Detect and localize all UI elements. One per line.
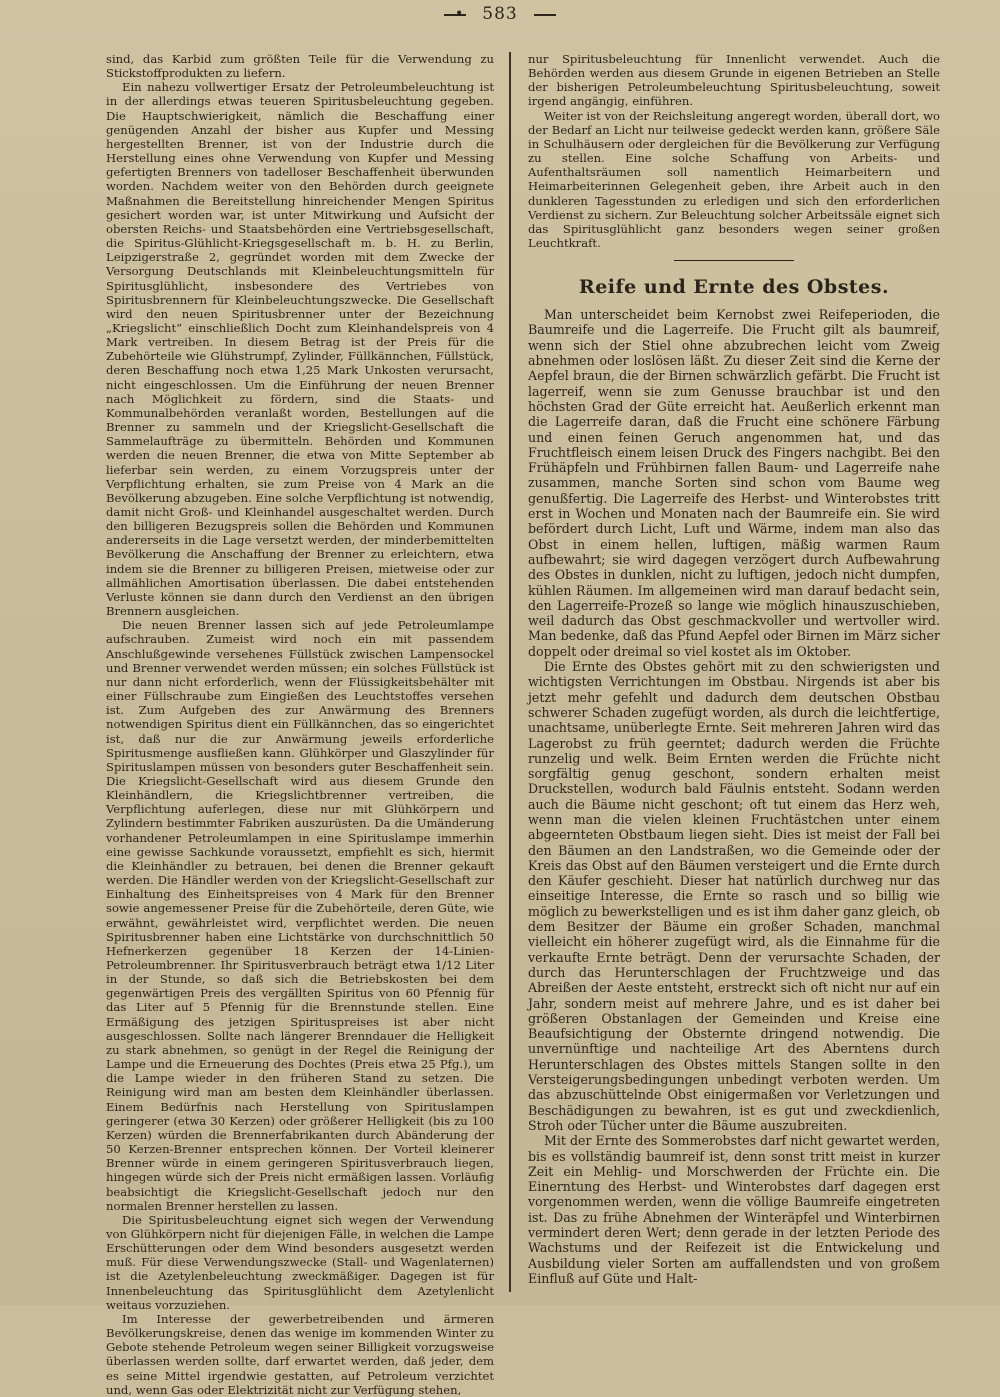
article-paragraph-3: Mit der Ernte des Sommerobstes darf nicht gewartet werden, bis es vollständig baumreif ist, denn sonst tritt meist in kurzer Zeit ein Mehlig- und Morschwerden der Früchte ein. Die Einerntung des Herbst- und Winterobstes darf dagegen erst vorgenommen werden, wenn die völlige Baumreife eingetreten ist. Das zu frühe Abnehmen der Winteräpfel und Winterbirnen vermindert deren Wert; denn gerade in der letzten Periode des Wachstums und der Reifezeit ist die Entwickelung und Ausbildung vieler Sorten am auffallendsten und von großem Einfluß auf Güte und Halt- [528,1133,940,1286]
page-header [0,4,1000,34]
left-paragraph-1: sind, das Karbid zum größten Teile für die Verwendung zu Stickstoffprodukten zu liefern. [106,52,494,81]
left-paragraph-5: Im Interesse der gewerbetreibenden und ärmeren Bevölkerungskreise, denen das wenige im kommenden Winter zu Gebote stehende Petroleum wegen seiner Billigkeit vorzugsweise überlassen werden sollte, darf erwartet werden, daß jeder, dem es seine Mittel irgendwie gestatten, auf Petroleum verzichtet und, wenn Gas oder Elektrizität nicht zur Verfügung stehen, [106,1311,494,1397]
article-title: Reife und Ernte des Obstes. [578,276,890,299]
column-rule [509,52,511,1292]
right-intro-paragraph-1: nur Spiritusbeleuchtung für Innenlicht verwendet. Auch die Behörden werden aus diesem Grunde in eigenen Betrieben an Stelle der bisherigen Petroleumbeleuchtung Spiritusbeleuchtung, soweit irgend angängig, einführen. [528,52,940,109]
page-number: 583 [482,4,518,24]
left-column [106,52,494,1397]
article-paragraph-2: Die Ernte des Obstes gehört mit zu den schwierigsten und wichtigsten Verrichtungen im Obstbau. Nirgends ist aber bis jetzt mehr gefehlt und dadurch dem deutschen Obstbau schwerer Schaden zugefügt worden, als durch die leichtfertige, unachtsame, unüberlegte Ernte. Seit mehreren Jahren wird das Lagerobst zu früh geerntet; dadurch werden die Früchte runzelig und welk. Beim Ernten werden die Früchte nicht sorgfältig genug geschont, sondern erhalten meist Druckstellen, wodurch bald Fäulnis entsteht. Sodann werden auch die Bäume nicht geschont; oft tut einem das Herz weh, wenn man die vielen kleinen Fruchtästchen unter einem abgeernteten Obstbaum liegen sieht. Dies ist meist der Fall bei den Bäumen an den Landstraßen, wo die Gemeinde oder der Kreis das Obst auf den Bäumen versteigert und die Ernte durch den Käufer geschieht. Dieser hat natürlich durchweg nur das einseitige Interesse, die Ernte so rasch und so billig wie möglich zu bewerkstelligen und es ist ihm daher ganz gleich, ob dem Besitzer der Bäume ein großer Schaden, manchmal vielleicht ein höherer zugefügt wird, als die Einnahme für die verkaufte Ernte beträgt. Denn der verursachte Schaden, der durch das Herunterschlagen der Fruchtzweige und das Abreißen der Aeste entsteht, erstreckt sich oft nicht nur auf ein Jahr, sondern meist auf mehrere Jahre, und es ist daher bei größeren Obstanlagen der Gemeinden und Kreise eine Beaufsichtigung der Obsternte dringend notwendig. Die unvernünftige und nachteilige Art des Aberntens durch Herunterschlagen des Obstes mittels Stangen sollte in den Versteigerungsbedingungen unbedingt verboten werden. Um das abzuschüttelnde Obst einigermaßen vor Verletzungen und Beschädigungen zu bewahren, ist es gut und zweckdienlich, Stroh oder Tücher unter die Bäume auszubreiten. [528,659,940,1133]
article-separator [674,260,794,261]
article-body [528,307,940,1286]
header-dot: • [455,6,465,22]
header-dash-right [534,14,556,16]
article-paragraph-1: Man unterscheidet beim Kernobst zwei Reifeperioden, die Baumreife und die Lagerreife. Die Frucht gilt als baumreif, wenn sich der Stiel ohne abzubrechen leicht vom Zweig abnehmen oder loslösen läßt. Zu dieser Zeit sind die Kerne der Aepfel braun, die der Birnen schwärzlich gefärbt. Die Frucht ist lagerreif, wenn sie zum Genusse brauchbar ist und den höchsten Grad der Güte erreicht hat. Aeußerlich erkennt man die Lagerreife daran, daß die Frucht eine schönere Färbung und einen feinen Geruch angenommen hat, und das Fruchtfleisch einem leisen Druck des Fingers nachgibt. Bei den Frühäpfeln und Frühbirnen fallen Baum- und Lagerreife nahe zusammen, manche Sorten sind schon vom Baume weg genußfertig. Die Lagerreife des Herbst- und Winterobstes tritt erst in Wochen und Monaten nach der Baumreife ein. Sie wird befördert durch Licht, Luft und Wärme, indem man also das Obst in einem hellen, luftigen, mäßig warmen Raum aufbewahrt; sie wird dagegen verzögert durch Aufbewahrung des Obstes in dunklen, nicht zu luftigen, jedoch nicht dumpfen, kühlen Räumen. Im allgemeinen wird man darauf bedacht sein, den Lagerreife-Prozeß so lange wie möglich hinauszuschieben, weil dadurch das Obst geschmackvoller und wertvoller wird. Man bedenke, daß das Pfund Aepfel oder Birnen im März sicher doppelt oder dreimal so viel kostet als im Oktober. [528,307,940,659]
left-paragraph-3: Die neuen Brenner lassen sich auf jede Petroleumlampe aufschrauben. Zumeist wird noch ein mit passendem Anschlußgewinde versehenes Füllstück zwischen Lampensockel und Brenner verwendet werden müssen; ein solches Füllstück ist nur dann nicht erforderlich, wenn der Flüssigkeitsbehälter mit einer Füllschraube zum Eingießen des Leuchtstoffes versehen ist. Zum Aufgeben des zur Anwärmung des Brenners notwendigen Spiritus dient ein Füllkännchen, das so eingerichtet ist, daß nur die zur Anwärmung jeweils erforderliche Spiritusmenge ausfließen kann. Glühkörper und Glaszylinder für Spirituslampen müssen von besonders guter Beschaffenheit sein. Die Kriegslicht-Gesellschaft wird aus diesem Grunde den Kleinhändlern, die Kriegslichtbrenner vertreiben, die Verpflichtung auferlegen, diese nur mit Glühkörpern und Zylindern bestimmter Fabriken auszurüsten. Da die Umänderung vorhandener Petroleumlampen in eine Spirituslampe immerhin eine gewisse Sachkunde voraussetzt, empfiehlt es sich, hiermit die Kleinhändler zu betrauen, bei denen die Brenner gekauft werden. Die Händler werden von der Kriegslicht-Gesellschaft zur Einhaltung des Einheitspreises von 4 Mark für den Brenner sowie angemessener Preise für die Zubehörteile, deren Güte, wie erwähnt, gewährleistet wird, verpflichtet werden. Die neuen Spiritusbrenner haben eine Lichtstärke von durchschnittlich 50 Hefnerkerzen gegenüber 18 Kerzen der 14-Linien-Petroleumbrenner. Ihr Spiritusverbrauch beträgt etwa 1/12 Liter in der Stunde, so daß sich die Betriebskosten bei dem gegenwärtigen Preis des vergällten Spiritus von 60 Pfennig für das Liter auf 5 Pfennig für die Brennstunde stellen. Eine Ermäßigung des jetzigen Spirituspreises ist aber nicht ausgeschlossen. Sollte nach längerer Brenndauer die Helligkeit zu stark abnehmen, so genügt in der Regel die Reinigung der Lampe und die Erneuerung des Dochtes (Preis etwa 25 Pfg.), um die Lampe wieder in den früheren Stand zu setzen. Die Reinigung wird man am besten dem Kleinhändler überlassen. Einem Bedürfnis nach Herstellung von Spirituslampen geringerer (etwa 30 Kerzen) oder größerer Helligkeit (bis zu 100 Kerzen) würden die Brennerfabrikanten durch Abänderung der 50 Kerzen-Brenner entsprechen können. Der Vorteil kleinerer Brenner würde in einem geringeren Spiritusverbrauch liegen, hingegen würde sich der Preis nicht ermäßigen lassen. Vorläufig beabsichtigt die Kriegslicht-Gesellschaft jedoch nur den normalen Brenner herstellen zu lassen. [106,618,494,1213]
right-intro-paragraph-2: Weiter ist von der Reichsleitung angeregt worden, überall dort, wo der Bedarf an Licht nur teilweise gedeckt werden kann, größere Säle in Schulhäusern oder dergleichen für die Bevölkerung zur Verfügung zu stellen. Eine solche Schaffung von Arbeits- und Aufenthaltsräumen soll namentlich Heimarbeitern und Heimarbeiterinnen Gelegenheit geben, ihre Arbeit auch in den dunkleren Tagesstunden zu erledigen und sich den erforderlichen Verdienst zu sichern. Zur Beleuchtung solcher Arbeitssäle eignet sich das Spiritusglühlicht ganz besonders wegen seiner großen Leuchtkraft. [528,108,940,251]
right-column [528,52,940,1292]
left-paragraph-2: Ein nahezu vollwertiger Ersatz der Petroleumbeleuchtung ist in der allerdings etwas teueren Spiritusbeleuchtung gegeben. Die Hauptschwierigkeit, nämlich die Beschaffung einer genügenden Anzahl der bisher aus Kupfer und Messing hergestellten Brenner, ist von der Industrie durch die Herstellung eines ohne Verwendung von Kupfer und Messing gefertigten Brenners von tadelloser Beschaffenheit überwunden worden. Nachdem weiter von den Behörden durch geeignete Maßnahmen die Bereitstellung hinreichender Mengen Spiritus gesichert worden war, ist unter Mitwirkung und Aufsicht der obersten Reichs- und Staatsbehörden eine Vertriebsgesellschaft, die Spiritus-Glühlicht-Kriegsgesellschaft m. b. H. zu Berlin, Leipzigerstraße 2, gegründet worden mit dem Zwecke der Versorgung Deutschlands mit Kleinbeleuchtungsmitteln für Spiritusglühlicht, insbesondere des Vertriebes von Spiritusbrennern für Kleinbeleuchtungszwecke. Die Gesellschaft wird den neuen Spiritusbrenner unter der Bezeichnung „Kriegslicht“ einschließlich Docht zum Kleinhandelspreis von 4 Mark vertreiben. In diesem Betrag ist der Preis für die Zubehörteile wie Glühstrumpf, Zylinder, Füllkännchen, Füllstück, deren Beschaffung noch etwa 1,25 Mark Unkosten verursacht, nicht eingeschlossen. Um die Einführung der neuen Brenner nach Möglichkeit zu fördern, sind die Staats- und Kommunalbehörden veranlaßt worden, Bestellungen auf die Brenner zu sammeln und der Kriegslicht-Gesellschaft die Sammelaufträge zu übermitteln. Behörden und Kommunen werden die neuen Brenner, die etwa von Mitte September ab lieferbar sein werden, zu einem Vorzugspreis unter der Verpflichtung erhalten, sie zum Preise von 4 Mark an die Bevölkerung abzugeben. Eine solche Verpflichtung ist notwendig, damit nicht Groß- und Kleinhandel ausgeschaltet werden. Durch den billigeren Bezugspreis sollen die Behörden und Kommunen andererseits in die Lage versetzt werden, der minderbemittelten Bevölkerung die Anschaffung der Brenner zu erleichtern, etwa indem sie die Brenner zu billigeren Preisen, mietweise oder zur allmählichen Amortisation überlassen. Die dabei entstehenden Verluste können sie dann durch den Verdienst an den übrigen Brennern ausgleichen. [106,80,494,619]
left-paragraph-4: Die Spiritusbeleuchtung eignet sich wegen der Verwendung von Glühkörpern nicht für diejenigen Fälle, in welchen die Lampe Erschütterungen oder dem Wind besonders ausgesetzt werden muß. Für diese Verwendungszwecke (Stall- und Wagenlaternen) ist die Azetylenbeleuchtung zweckmäßiger. Dagegen ist für Innenbeleuchtung das Spiritusglühlicht dem Azetylenlicht weitaus vorzuziehen. [106,1212,494,1312]
